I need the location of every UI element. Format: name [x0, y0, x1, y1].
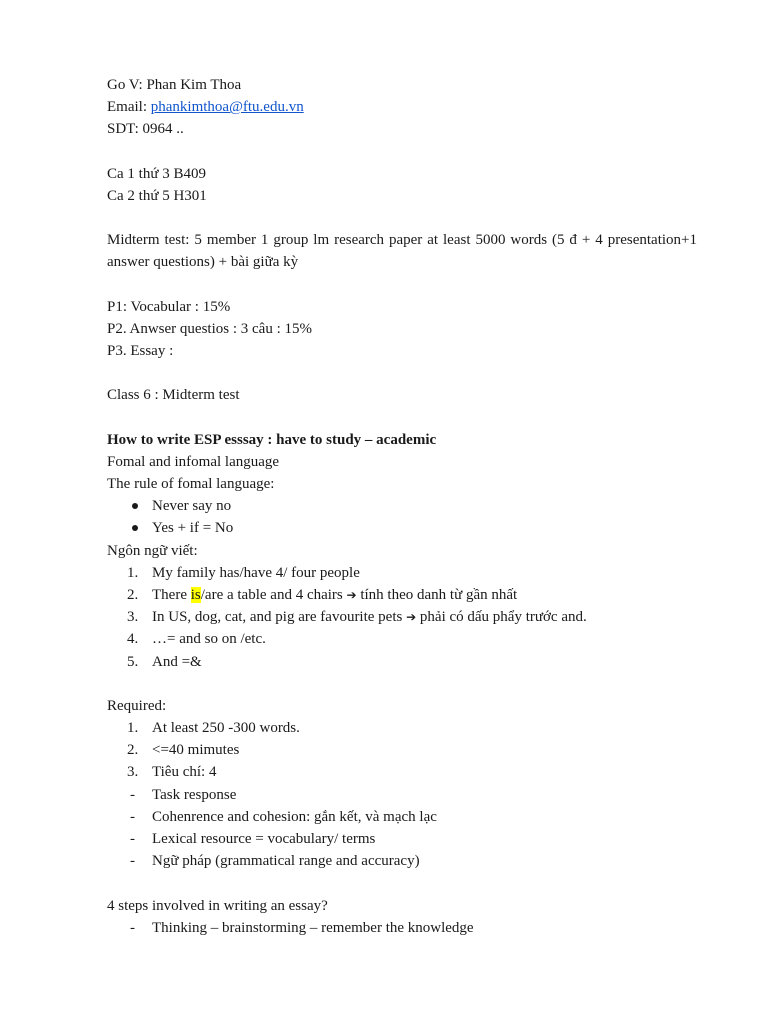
list-item: [107, 717, 697, 739]
list-item-text: phải có dấu phẩy trước and.: [416, 609, 587, 626]
list-item-text: In US, dog, cat, and pig are favourite pets: [152, 609, 407, 626]
dash-marker: -: [130, 808, 135, 825]
list-item-text: Cohenrence and cohesion: gắn kết, và mạch lạc: [152, 808, 437, 825]
spacer: [107, 406, 697, 428]
class6-line: Class 6 : Midterm test: [107, 387, 240, 404]
list-number: 1.: [127, 720, 139, 737]
bullet-icon: [132, 503, 138, 509]
criteria-list: [107, 784, 697, 873]
list-number: 5.: [127, 653, 139, 670]
list-item-text: …= and so on /etc.: [152, 631, 266, 648]
written-heading: Ngôn ngữ viết:: [107, 542, 198, 559]
list-item-text: <=40 mimutes: [152, 742, 240, 759]
email-line: [107, 96, 697, 118]
list-item: [107, 784, 697, 806]
rules-list: [107, 495, 697, 539]
list-number: 3.: [127, 764, 139, 781]
esp-heading-text: How to write ESP esssay : have to study – academic: [107, 431, 437, 448]
list-item-text: Lexical resource = vocabulary/ terms: [152, 831, 376, 847]
list-item-text: Task response: [152, 786, 237, 803]
schedule-line: Ca 2 thứ 5 H301: [107, 187, 207, 204]
email-link[interactable]: phankimthoa@ftu.edu.vn: [150, 99, 304, 116]
list-number: 3.: [127, 609, 139, 626]
part-line: P2. Anwser questios : 3 câu : 15%: [107, 320, 312, 337]
list-item: [107, 606, 697, 628]
spacer: [107, 362, 697, 384]
list-item-text: There: [152, 586, 191, 603]
bullet-icon: [132, 525, 138, 531]
dash-marker: -: [130, 786, 135, 803]
list-item-text: My family has/have 4/ four people: [152, 564, 360, 581]
list-item-text: tính theo danh từ gần nhất: [356, 586, 518, 603]
spacer: [107, 207, 697, 229]
list-item: [107, 850, 697, 872]
formal-intro: Fomal and infomal language: [107, 453, 280, 470]
list-item: [107, 495, 697, 517]
list-item-text: /are a table and 4 chairs: [200, 586, 347, 603]
spacer: [107, 673, 697, 695]
spacer: [107, 141, 697, 163]
list-item-text: At least 250 -300 words.: [152, 720, 300, 737]
list-item: [107, 628, 697, 650]
list-number: 4.: [127, 631, 139, 648]
document-page: [107, 74, 697, 939]
spacer: [107, 872, 697, 894]
list-item: [107, 517, 697, 539]
schedule-line: Ca 1 thứ 3 B409: [107, 165, 206, 182]
list-item: [107, 584, 697, 606]
list-item: [107, 651, 697, 673]
list-item-text: Ngữ pháp (grammatical range and accuracy): [152, 853, 420, 870]
midterm-paragraph: Midterm test: 5 member 1 group lm research paper at least 5000 words (5 đ + 4 presentation+1 answer questions) + bài giữa kỳ: [107, 232, 697, 271]
list-item: [107, 739, 697, 761]
dash-marker: -: [130, 831, 135, 847]
required-list: [107, 717, 697, 784]
teacher-name: Go V: Phan Kim Thoa: [107, 77, 242, 93]
steps-heading: 4 steps involved in writing an essay?: [107, 897, 328, 914]
phone-line: SDT: 0964 ..: [107, 121, 184, 138]
rule-heading: The rule of fomal language:: [107, 476, 275, 492]
list-item: [107, 828, 697, 850]
list-item-text: Thinking – brainstorming – remember the knowledge: [152, 919, 474, 936]
esp-heading: [107, 429, 697, 451]
part-line: P1: Vocabular : 15%: [107, 298, 231, 315]
list-item-text: Tiêu chí: 4: [152, 764, 217, 781]
list-number: 2.: [127, 742, 139, 759]
list-item-text: Never say no: [152, 498, 232, 515]
list-item: [107, 761, 697, 783]
list-item-text: And =&: [152, 653, 202, 670]
steps-list: [107, 917, 697, 939]
arrow-right-icon: ➔: [406, 610, 417, 625]
list-number: 2.: [127, 586, 139, 603]
highlighted-word: is: [190, 586, 201, 603]
part-line: P3. Essay :: [107, 342, 174, 359]
dash-marker: -: [130, 919, 135, 936]
spacer: [107, 273, 697, 295]
email-label: Email:: [107, 99, 151, 116]
list-item: [107, 917, 697, 939]
list-item-text: Yes + if = No: [152, 520, 234, 537]
written-list: [107, 562, 697, 673]
list-item: [107, 806, 697, 828]
list-number: 1.: [127, 564, 139, 581]
required-heading: Required:: [107, 697, 167, 714]
dash-marker: -: [130, 853, 135, 870]
list-item: [107, 562, 697, 584]
arrow-right-icon: ➔: [346, 587, 357, 602]
